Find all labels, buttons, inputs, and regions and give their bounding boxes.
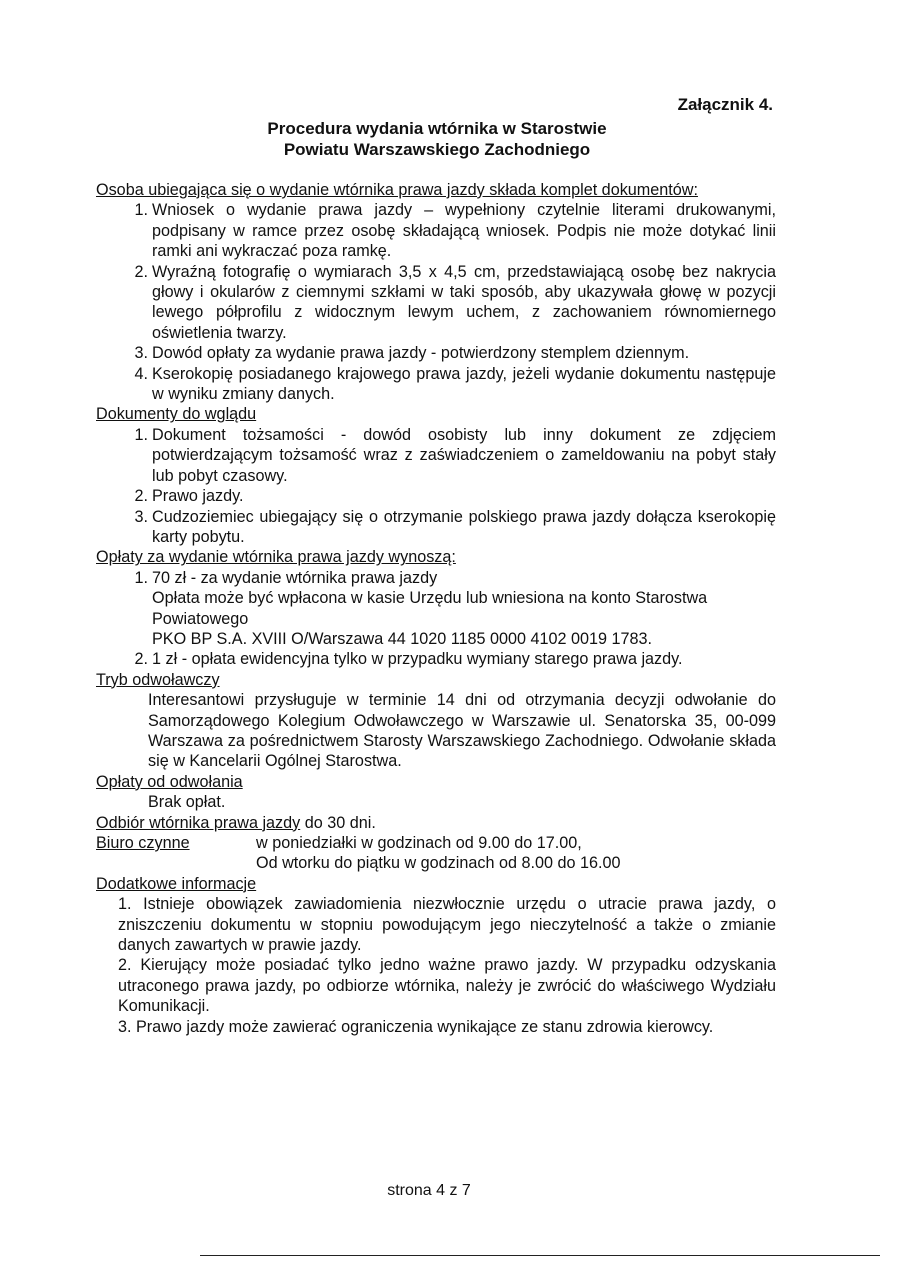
info-item: 2. Kierujący może posiadać tylko jedno ważne prawo jazdy. W przypadku odzyskania utraconego prawa jazdy, po odbiorze wtórnika, należy je zwrócić do właściwego Wydziału Komunikacji. bbox=[118, 956, 776, 1016]
item-text: Wyraźną fotografię o wymiarach 3,5 x 4,5 cm, przedstawiającą osobę bez nakrycia głowy i okularów z ciemnymi szkłami w taki sposób, aby ukazywała głowę w pozycji lewego półprofilu z widocznym lewym uchem, z zachowaniem równomiernego oświetlenia twarzy. bbox=[152, 262, 776, 342]
item-text: 1 zł - opłata ewidencyjna tylko w przypadku wymiany starego prawa jazdy. bbox=[152, 650, 683, 669]
section-heading-documents: Osoba ubiegająca się o wydanie wtórnika prawa jazdy składa komplet dokumentów: bbox=[96, 181, 698, 199]
item-number: 3. bbox=[134, 507, 148, 526]
documents-list bbox=[96, 200, 776, 404]
list-item bbox=[96, 364, 776, 405]
title-line-2: Powiatu Warszawskiego Zachodniego bbox=[283, 140, 591, 159]
item-text: Kserokopię posiadanego krajowego prawa jazdy, jeżeli wydanie dokumentu następuje w wyniku zmiany danych. bbox=[152, 364, 776, 404]
pickup-text: do 30 dni. bbox=[300, 813, 376, 832]
section-heading-fees: Opłaty za wydanie wtórnika prawa jazdy wynoszą: bbox=[96, 548, 456, 567]
item-number: 3. bbox=[134, 344, 148, 363]
section-heading-additional: Dodatkowe informacje bbox=[96, 874, 257, 893]
section-heading-appeal-fees: Opłaty od odwołania bbox=[96, 772, 243, 791]
bank-account: PKO BP S.A. XVIII O/Warszawa 44 1020 1185 0000 4102 0019 1783. bbox=[152, 629, 653, 648]
section-heading-appeal: Tryb odwoławczy bbox=[96, 670, 220, 689]
document-body bbox=[96, 180, 776, 1037]
section-heading-inspection: Dokumenty do wglądu bbox=[96, 405, 257, 424]
section-heading-office: Biuro czynne bbox=[96, 834, 190, 852]
office-hours-line-2: Od wtorku do piątku w godzinach od 8.00 do 16.00 bbox=[256, 854, 621, 873]
fee-note: Opłata może być wpłacona w kasie Urzędu lub wniesiona na konto Starostwa Powiatowego bbox=[152, 589, 708, 628]
page-number: strona 4 z 7 bbox=[387, 1182, 471, 1199]
item-text: Dokument tożsamości - dowód osobisty lub inny dokument ze zdjęciem potwierdzającym tożsamość wraz z zaświadczeniem o zameldowaniu na pobyt stały lub pobyt czasowy. bbox=[152, 425, 776, 485]
item-number: 1. bbox=[134, 425, 148, 444]
list-item bbox=[96, 343, 776, 363]
item-text: Prawo jazdy. bbox=[152, 487, 244, 506]
item-text: Wniosek o wydanie prawa jazdy – wypełniony czytelnie literami drukowanymi, podpisany w ramce przez osobę składającą wniosek. Podpis nie może dotykać linii ramki ani wykraczać poza ramkę. bbox=[152, 201, 776, 261]
section-heading-pickup: Odbiór wtórnika prawa jazdy bbox=[96, 813, 301, 832]
list-item bbox=[96, 507, 776, 548]
office-hours-line-1: w poniedziałki w godzinach od 9.00 do 17.00, bbox=[256, 834, 582, 852]
page-title bbox=[0, 118, 874, 160]
info-item: 1. Istnieje obowiązek zawiadomienia niezwłocznie urzędu o utracie prawa jazdy, o zniszczeniu dokumentu w stopniu powodującym jego nieczytelność a także o zmianie danych zawartych w prawie jazdy. bbox=[118, 895, 776, 955]
pickup-line bbox=[96, 813, 776, 833]
item-number: 4. bbox=[134, 364, 148, 383]
list-item bbox=[96, 486, 776, 506]
title-line-1: Procedura wydania wtórnika w Starostwie bbox=[267, 119, 607, 138]
item-text: Dowód opłaty za wydanie prawa jazdy - potwierdzony stemplem dziennym. bbox=[152, 344, 690, 363]
list-item bbox=[96, 262, 776, 344]
annex-label: Załącznik 4. bbox=[677, 95, 773, 114]
bottom-rule bbox=[200, 1255, 880, 1256]
item-number: 2. bbox=[134, 262, 148, 281]
item-number: 1. bbox=[134, 568, 148, 587]
info-item: 3. Prawo jazdy może zawierać ograniczenia wynikające ze stanu zdrowia kierowcy. bbox=[118, 1017, 714, 1036]
office-hours bbox=[96, 833, 776, 853]
list-item bbox=[96, 568, 776, 588]
appeal-text: Interesantowi przysługuje w terminie 14 dni od otrzymania decyzji odwołanie do Samorządowego Kolegium Odwoławczego w Warszawie ul. Senatorska 35, 00-099 Warszawa za pośrednictwem Starosty Warszawskiego Zachodniego. Odwołanie składa się w Kancelarii Ogólnej Starostwa. bbox=[148, 691, 776, 771]
item-text: Cudzoziemiec ubiegający się o otrzymanie polskiego prawa jazdy dołącza kserokopię karty pobytu. bbox=[152, 507, 776, 546]
item-number: 2. bbox=[134, 650, 148, 669]
inspection-list bbox=[96, 425, 776, 547]
appeal-fees-text: Brak opłat. bbox=[148, 793, 226, 812]
list-item bbox=[96, 649, 776, 669]
list-item bbox=[96, 425, 776, 486]
item-text: 70 zł - za wydanie wtórnika prawa jazdy bbox=[152, 568, 438, 587]
item-number: 2. bbox=[134, 487, 148, 506]
list-item bbox=[96, 200, 776, 261]
item-number: 1. bbox=[134, 201, 148, 220]
